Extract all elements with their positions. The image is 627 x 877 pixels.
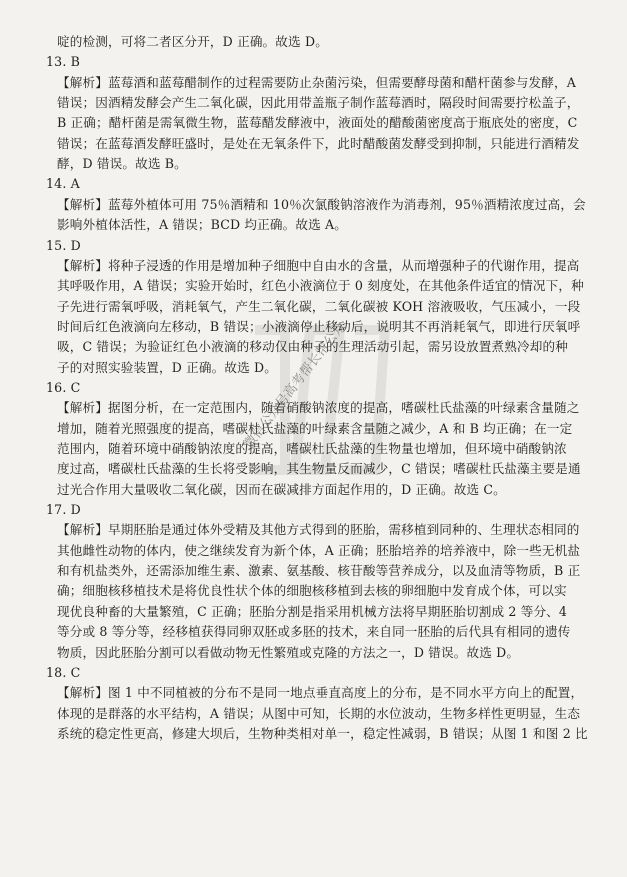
question-number: 15. D [46, 237, 81, 253]
question-number: 14. A [46, 176, 80, 192]
answer-line: 系统的稳定性更高，修建大坝后，生物种类相对单一，稳定性减弱，B 错误；从图 1 和图 2 比 [57, 725, 588, 741]
answer-line: 【解析】据图分析，在一定范围内，随着硝酸钠浓度的提高，嗜碳杜氏盐藻的叶绿素含量随之 [57, 400, 580, 416]
watermark-text: 微信公众号高考帮长帮公众 [241, 319, 350, 452]
answer-line: 度过高，嗜碳杜氏盐藻的生长将受影响，其生物量反而减少，C 错误；嗜碳杜氏盐藻主要是通 [57, 461, 581, 477]
question-number: 13. B [46, 54, 81, 70]
answer-line: 啶的检测，可将二者区分开，D 正确。故选 D。 [57, 34, 328, 49]
answer-line: 子的对照实验装置，D 正确。故选 D。 [57, 359, 277, 375]
answer-line: 【解析】图 1 中不同植被的分布不是同一地点垂直高度上的分布，是不同水平方向上的配置， [57, 685, 584, 701]
answer-line: 其呼吸作用，A 错误；实验开始时，红色小液滴位于 0 刻度处，在其他条件适宜的情况下，种 [57, 278, 584, 294]
answer-line: 影响外植体活性，A 错误；BCD 均正确。故选 A。 [57, 217, 348, 233]
answer-line: 过光合作用大量吸收二氧化碳，因而在碳减排方面起作用的，D 正确。故选 C。 [57, 481, 506, 497]
answer-line: 其他雌性动物的体内，使之继续发育为新个体，A 正确；胚胎培养的培养液中，除一些无机盐 [57, 542, 581, 558]
question-number: 16. C [46, 379, 81, 395]
answer-line: 体现的是群落的水平结构，A 错误；从图中可知，长期的水位波动，生物多样性更明显，生态 [57, 705, 581, 721]
answer-line: 现优良种畜的大量繁殖，C 正确；胚胎分割是指采用机械方法将早期胚胎切割成 2 等分、4 [57, 603, 568, 619]
answer-line: 错误；因酒精发酵会产生二氧化碳，因此用带盖瓶子制作蓝莓酒时，隔段时间需要拧松盖子， [57, 95, 580, 111]
answer-line: 【解析】蓝莓酒和蓝莓醋制作的过程需要防止杂菌污染，但需要酵母菌和醋杆菌参与发酵，A [57, 74, 576, 90]
answer-line: 等分或 8 等分等，经移植获得同卵双胚或多胚的技术，来自同一胚胎的后代具有相同的遗传 [57, 624, 571, 640]
question-number: 17. D [46, 502, 81, 518]
answer-line: 子先进行需氧呼吸，消耗氧气，产生二氧化碳，二氧化碳被 KOH 溶液吸收，气压减小，一段 [57, 298, 581, 314]
answer-line: 物质，因此胚胎分割可以看做动物无性繁殖或克隆的方法之一，D 错误。故选 D。 [57, 644, 520, 660]
answer-line: 增加，随着光照强度的提高，嗜碳杜氏盐藻的叶绿素含量随之减少，A 和 B 均正确；在一定 [57, 420, 573, 436]
answer-line: 错误；在蓝莓酒发酵旺盛时，是处在无氧条件下，此时醋酸菌发酵受到抑制，只能进行酒精发 [57, 135, 580, 151]
answer-line: 时间后红色液滴向左移动，B 错误；小液滴停止移动后，说明其不再消耗氧气，即进行厌氧呼 [57, 318, 581, 334]
answer-line: 酵，D 错误。故选 B。 [57, 156, 187, 172]
answer-line: 吸，C 错误；为验证红色小液滴的移动仅由种子的生理活动引起，需另设放置煮熟冷却的种 [57, 339, 568, 355]
answer-line: B 正确；醋杆菌是需氧微生物，蓝莓醋发酵液中，液面处的醋酸菌密度高于瓶底处的密度，C [57, 115, 578, 131]
answer-line: 范围内，随着环境中硝酸钠浓度的提高，嗜碳杜氏盐藻的生物量也增加，但环境中硝酸钠浓 [57, 441, 567, 456]
answer-line: 确；细胞核移植技术是将优良性状个体的细胞核移植到去核的卵细胞中发育成个体，可以实 [57, 583, 567, 599]
answer-line: 【解析】蓝莓外植体可用 75％酒精和 10％次氯酸钠溶液作为消毒剂，95％酒精浓度过高，会 [57, 196, 586, 212]
answer-line: 和有机盐类外，还需添加维生素、激素、氨基酸、核苷酸等营养成分，以及血清等物质，B 正 [57, 563, 581, 579]
answer-line: 【解析】早期胚胎是通过体外受精及其他方式得到的胚胎，需移植到同种的、生理状态相同的 [57, 522, 580, 538]
question-number: 18. C [46, 664, 81, 680]
answer-line: 【解析】将种子浸透的作用是增加种子细胞中自由水的含量，从而增强种子的代谢作用，提高 [57, 257, 580, 273]
